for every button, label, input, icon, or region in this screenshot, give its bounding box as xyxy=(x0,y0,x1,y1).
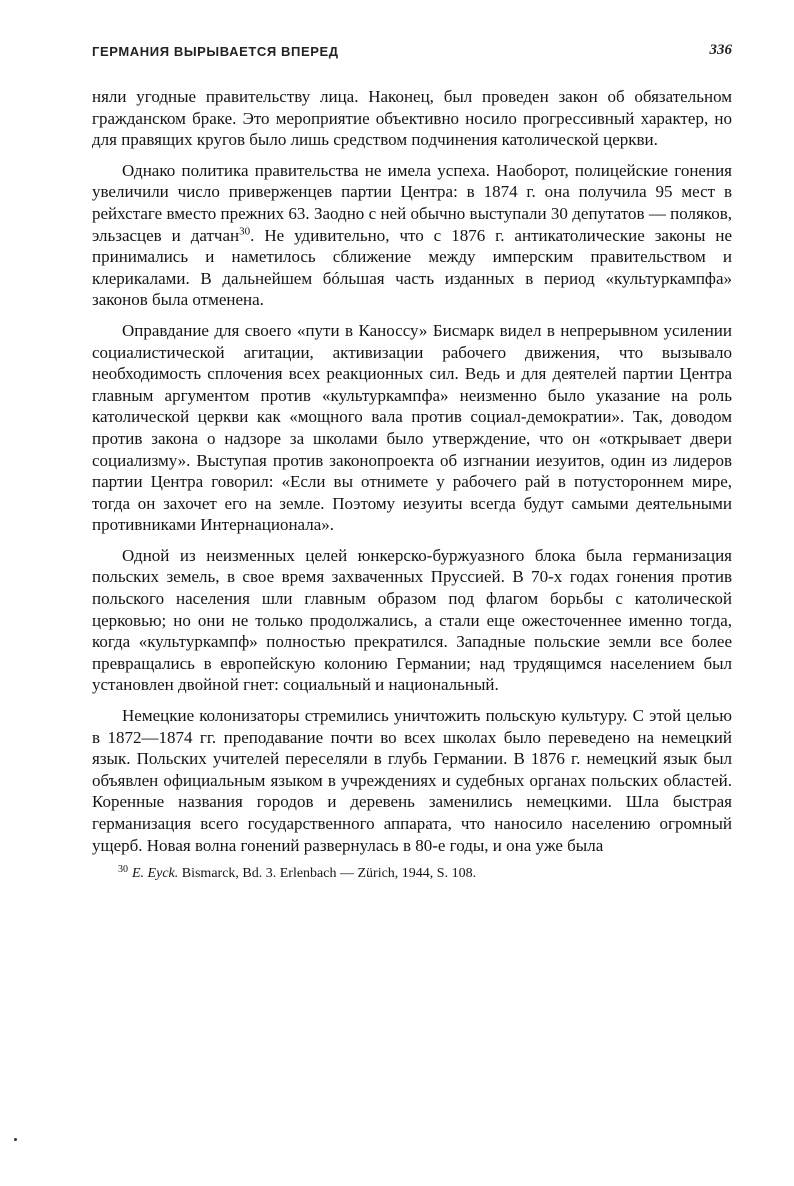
footnote xyxy=(92,865,732,883)
footnote-author: E. Eyck. xyxy=(132,866,179,882)
paragraph-1 xyxy=(92,86,732,151)
paragraph-text: Немецкие колонизаторы стремились уничтожить польскую культуру. С этой целью в 1872—1874 гг. преподавание почти во всех школах было переведено на немецкий язык. Польских учителей переселяли в глубь Германии. В 1876 г. немецкий язык был объявлен официальным языком в учреждениях и судебных органах польских областей. Коренные названия городов и деревень заменились немецкими. Шла быстрая германизация всего государственного аппарата, что наносило населению огромный ущерб. Новая волна гонений развернулась в 80-е годы, и она уже была xyxy=(92,706,732,855)
footnote-text: Bismarck, Bd. 3. Erlenbach — Zürich, 1944, S. 108. xyxy=(178,866,477,882)
text-body xyxy=(92,86,732,856)
footnote-reference: 30 xyxy=(239,224,251,237)
book-page xyxy=(92,40,732,883)
paragraph-text: Оправдание для своего «пути в Каноссу» Бисмарк видел в непрерывном усилении социалистической агитации, активизации рабочего движения, что вызывало необходимость сплочения всех реакционных сил. Ведь и для деятелей партии Центра главным аргументом против «культуркампфа» неизменно было указание на роль католической церкви как «мощного вала против социал-демократии». Так, доводом против закона о надзоре за школами было утверждение, что он «открывает двери социализму». Выступая против законопроекта об изгнании иезуитов, один из лидеров партии Центра говорил: «Если вы отнимете у рабочего рай в потустороннем мире, тогда он захочет его на земле. Поэтому иезуиты всегда будут самыми деятельными противниками Интернационала». xyxy=(92,320,732,535)
scan-speck xyxy=(14,1138,17,1141)
paragraph-text: . Не удивительно, что с 1876 г. антикатолические законы не принимались и наметилось сближение между имперским правительством и клерикалами. В дальнейшем бóльшая часть изданных в период «культуркампфа» законов была отменена. xyxy=(92,225,732,310)
paragraph-5 xyxy=(92,705,732,856)
paragraph-text: няли угодные правительству лица. Наконец, был проведен закон об обязательном гражданском браке. Это мероприятие объективно носило прогрессивный характер, но для правящих кругов было лишь средством подчинения католической церкви. xyxy=(92,87,732,150)
running-head-title: ГЕРМАНИЯ ВЫРЫВАЕТСЯ ВПЕРЕД xyxy=(92,44,339,59)
paragraph-text: Однако политика правительства не имела успеха. Наоборот, полицейские гонения увеличили число приверженцев партии Центра: в 1874 г. она получила 95 мест в рейхстаге вместо прежних 63. Заодно с ней обычно выступали 30 депутатов — поляков, эльзасцев и датчан xyxy=(92,160,732,245)
paragraph-text: Одной из неизменных целей юнкерско-буржуазного блока была германизация польских земель, в свое время захваченных Пруссией. В 70-х годах гонения против польского населения шли главным образом под флагом борьбы с католической церковью; но они не только продолжались, а стали еще ожесточеннее именно тогда, когда «культуркампф» полностью прекратился. Западные польские земли все более превращались в европейскую колонию Германии; над трудящимся населением был установлен двойной гнет: социальный и национальный. xyxy=(92,545,732,695)
footnote-mark: 30 xyxy=(118,863,128,875)
running-head xyxy=(92,40,732,66)
paragraph-4 xyxy=(92,545,732,696)
paragraph-2 xyxy=(92,160,732,311)
paragraph-3 xyxy=(92,320,732,536)
page-number: 336 xyxy=(709,42,732,58)
